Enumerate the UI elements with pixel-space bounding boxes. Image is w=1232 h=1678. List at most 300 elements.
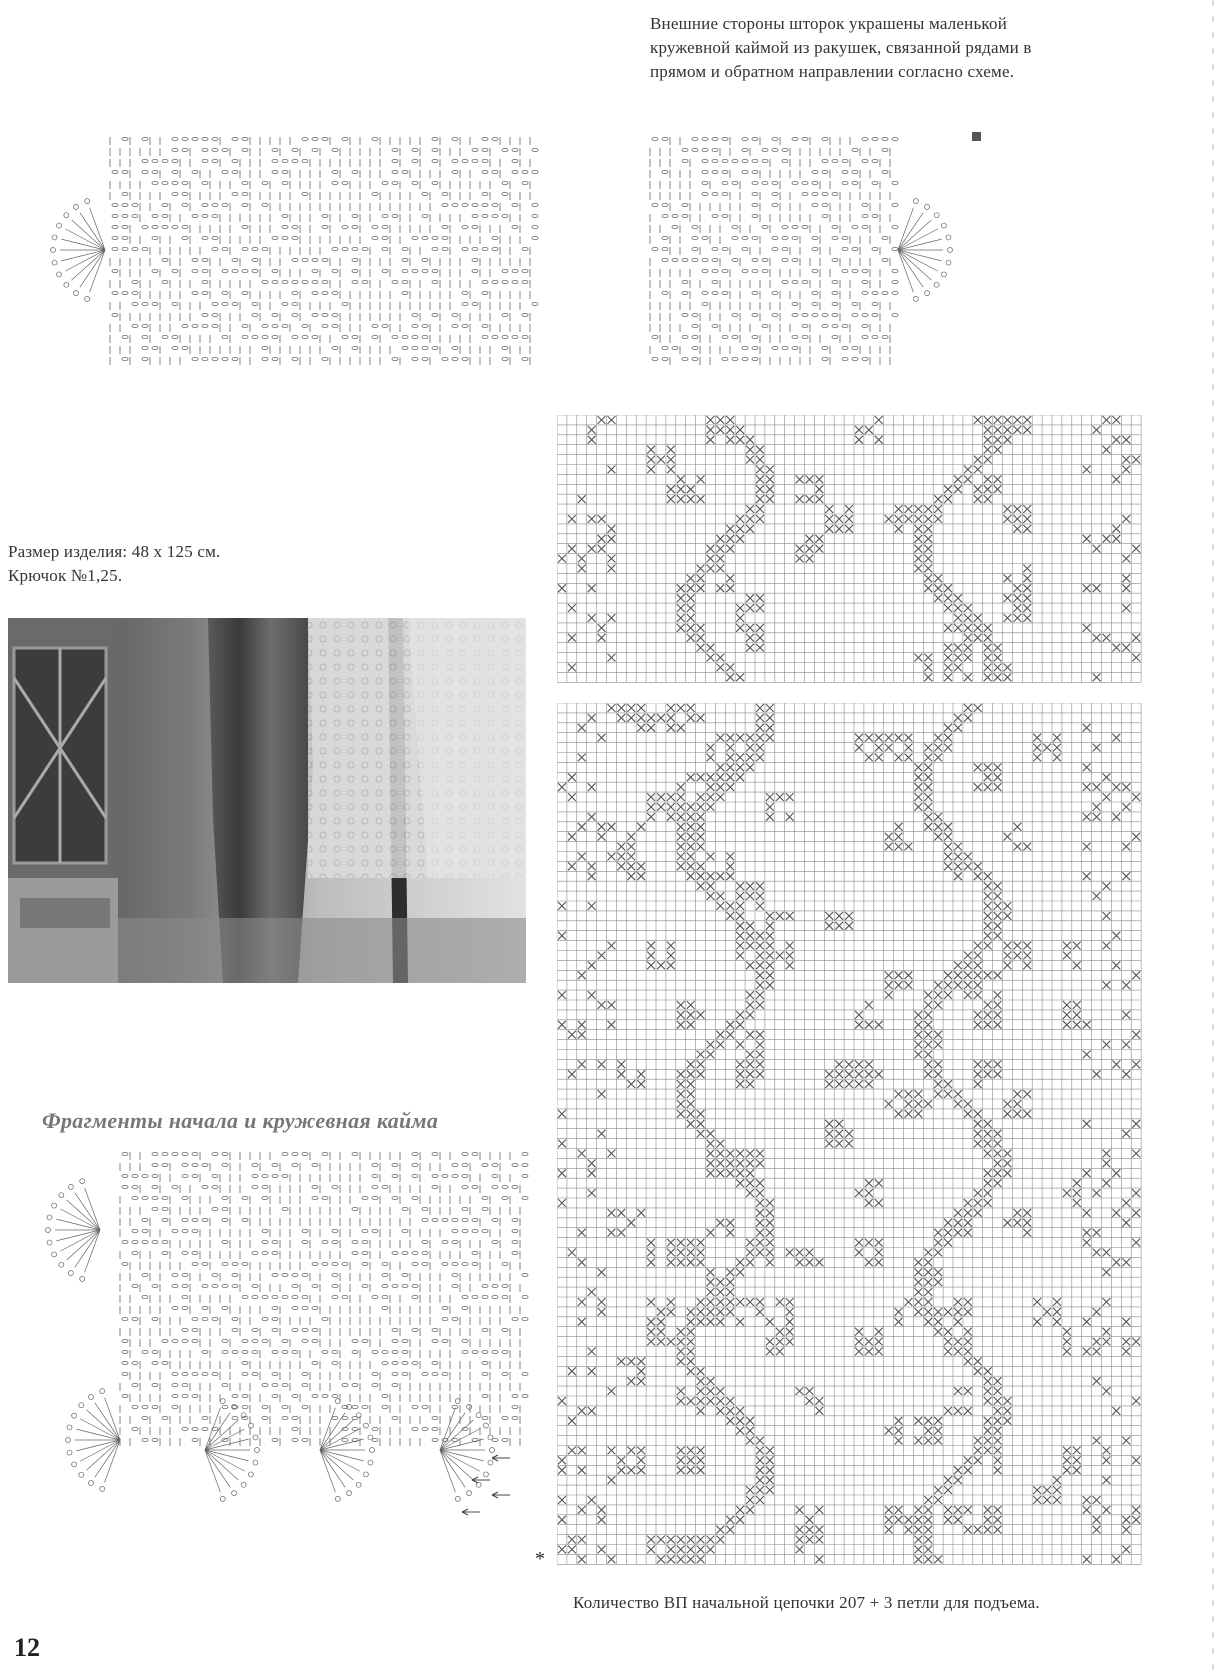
chain-symbol (242, 1394, 248, 1397)
chain-symbol (442, 1317, 448, 1320)
chain-symbol (712, 269, 718, 272)
chain-symbol (132, 1427, 138, 1430)
product-size: Размер изделия: 48 х 125 см. (8, 542, 221, 561)
chain-symbol (432, 1174, 438, 1177)
filet-cross (726, 1278, 734, 1286)
filet-cross (944, 1338, 952, 1346)
filet-cross (667, 1249, 675, 1257)
filet-cross (1013, 525, 1021, 533)
filet-cross (1112, 475, 1120, 483)
filet-cross (914, 1268, 922, 1276)
filet-cross (924, 525, 932, 533)
filet-cross (657, 456, 665, 464)
chain-symbol (212, 1207, 218, 1210)
filet-cross (984, 872, 992, 880)
filet-cross (954, 724, 962, 732)
filet-cross (726, 1407, 734, 1415)
chain-symbol (412, 236, 418, 239)
chain-symbol (392, 1284, 398, 1287)
filet-cross (588, 584, 596, 592)
filet-cross (726, 734, 734, 742)
filet-cross (1004, 1110, 1012, 1118)
chain-symbol (452, 1229, 458, 1232)
filet-cross (1073, 942, 1081, 950)
filet-cross (687, 1110, 695, 1118)
filet-cross (756, 892, 764, 900)
filet-cross (608, 535, 616, 543)
filet-cross (647, 466, 655, 474)
filet-cross (746, 1001, 754, 1009)
filet-cross (766, 932, 774, 940)
chain-symbol (222, 1339, 228, 1342)
chain-symbol (132, 1317, 138, 1320)
chain-symbol (172, 1152, 178, 1155)
filet-cross (825, 912, 833, 920)
filet-cross (697, 1466, 705, 1474)
filet-cross (1122, 644, 1130, 652)
filet-cross (1073, 1011, 1081, 1019)
filet-cross (667, 466, 675, 474)
filet-cross (756, 456, 764, 464)
filet-cross (1083, 466, 1091, 474)
chain-symbol (892, 280, 898, 283)
filet-cross (697, 475, 705, 483)
picot-symbol (80, 1179, 85, 1184)
chain-symbol (702, 159, 708, 162)
chain-symbol (392, 1196, 398, 1199)
filet-cross (1093, 1308, 1101, 1316)
filet-cross (885, 1516, 893, 1524)
filet-cross (667, 803, 675, 811)
filet-cross (994, 416, 1002, 424)
fan-stitch (320, 1450, 335, 1492)
chain-symbol (412, 148, 418, 151)
chain-symbol (732, 159, 738, 162)
filet-cross (1112, 535, 1120, 543)
filet-cross (558, 932, 566, 940)
chain-symbol (742, 159, 748, 162)
filet-cross (617, 1456, 625, 1464)
filet-cross (934, 823, 942, 831)
filet-cross (924, 1308, 932, 1316)
filet-cross (707, 793, 715, 801)
chain-symbol (472, 258, 478, 261)
chain-symbol (752, 258, 758, 261)
chain-symbol (482, 291, 488, 294)
filet-cross (657, 1308, 665, 1316)
filet-cross (924, 823, 932, 831)
chain-symbol (152, 1174, 158, 1177)
filet-cross (954, 594, 962, 602)
chain-symbol (272, 324, 278, 327)
filet-cross (578, 565, 586, 573)
chain-symbol (322, 1152, 328, 1155)
filet-cross (1132, 1150, 1140, 1158)
chain-symbol (212, 236, 218, 239)
chain-symbol (682, 214, 688, 217)
filet-cross (716, 664, 724, 672)
chain-symbol (362, 1251, 368, 1254)
crochet-stitches (120, 1152, 528, 1446)
filet-cross (865, 1199, 873, 1207)
chain-symbol (722, 137, 728, 140)
chain-symbol (732, 313, 738, 316)
chain-symbol (422, 269, 428, 272)
filet-cross (1103, 1150, 1111, 1158)
filet-cross (766, 1348, 774, 1356)
filet-cross (984, 1367, 992, 1375)
filet-cross (677, 1338, 685, 1346)
chain-symbol (182, 236, 188, 239)
chain-symbol (852, 357, 858, 360)
filet-cross (885, 981, 893, 989)
filet-cross (687, 1080, 695, 1088)
filet-cross (905, 1526, 913, 1534)
filet-crosses (558, 704, 1140, 1563)
filet-cross (608, 1001, 616, 1009)
chain-symbol (242, 1350, 248, 1353)
filet-grid-top (557, 415, 1143, 685)
filet-cross (815, 1258, 823, 1266)
chain-symbol (312, 1306, 318, 1309)
chain-symbol (352, 170, 358, 173)
chain-symbol (842, 324, 848, 327)
filet-cross (944, 1328, 952, 1336)
chain-symbol (282, 1416, 288, 1419)
chain-symbol (502, 1262, 508, 1265)
chain-symbol (222, 1207, 228, 1210)
filet-cross (657, 1536, 665, 1544)
chain-symbol (242, 1405, 248, 1408)
chain-symbol (322, 258, 328, 261)
filet-cross (697, 1367, 705, 1375)
filet-cross (994, 1526, 1002, 1534)
filet-cross (736, 1021, 744, 1029)
chain-symbol (182, 1427, 188, 1430)
filet-cross (687, 624, 695, 632)
chain-symbol (432, 1185, 438, 1188)
filet-cross (627, 1080, 635, 1088)
filet-cross (994, 1150, 1002, 1158)
filet-cross (964, 644, 972, 652)
filet-cross (637, 1367, 645, 1375)
chain-symbol (322, 1394, 328, 1397)
filet-cross (1122, 1130, 1130, 1138)
picot-symbol (59, 1262, 64, 1267)
filet-cross (1083, 1209, 1091, 1217)
chain-symbol (472, 225, 478, 228)
chain-symbol (402, 1273, 408, 1276)
filet-cross (1122, 1011, 1130, 1019)
picot-symbol (52, 235, 57, 240)
filet-cross (1013, 952, 1021, 960)
filet-cross (1103, 1179, 1111, 1187)
chain-symbol (792, 236, 798, 239)
chain-symbol (232, 269, 238, 272)
filet-cross (964, 1199, 972, 1207)
chain-symbol (162, 1251, 168, 1254)
chain-symbol (722, 159, 728, 162)
filet-cross (954, 1308, 962, 1316)
filet-cross (984, 495, 992, 503)
filet-cross (707, 1536, 715, 1544)
filet-cross (687, 574, 695, 582)
filet-cross (766, 714, 774, 722)
chain-symbol (132, 1185, 138, 1188)
chain-symbol (412, 1174, 418, 1177)
filet-cross (707, 1169, 715, 1177)
chain-symbol (312, 291, 318, 294)
filet-cross (558, 1456, 566, 1464)
chain-symbol (252, 1251, 258, 1254)
filet-cross (905, 1110, 913, 1118)
filet-cross (1023, 1090, 1031, 1098)
filet-cross (786, 1298, 794, 1306)
chain-symbol (842, 181, 848, 184)
filet-cross (895, 833, 903, 841)
filet-cross (815, 485, 823, 493)
filet-cross (865, 1338, 873, 1346)
filet-cross (697, 1456, 705, 1464)
chain-symbol (182, 1218, 188, 1221)
filet-cross (1093, 426, 1101, 434)
filet-cross (964, 1348, 972, 1356)
filet-cross (746, 446, 754, 454)
filet-cross (1132, 1516, 1140, 1524)
chain-symbol (112, 313, 118, 316)
chain-symbol (812, 269, 818, 272)
chain-symbol (122, 1185, 128, 1188)
chain-symbol (882, 148, 888, 151)
filet-cross (716, 872, 724, 880)
chain-symbol (122, 1262, 128, 1265)
chain-symbol (152, 1240, 158, 1243)
chain-symbol (712, 247, 718, 250)
chain-symbol (372, 1185, 378, 1188)
chain-symbol (152, 1405, 158, 1408)
picot-symbol (220, 1399, 225, 1404)
chain-symbol (742, 269, 748, 272)
filet-cross (984, 1060, 992, 1068)
filet-cross (1073, 1466, 1081, 1474)
chain-symbol (692, 313, 698, 316)
chain-symbol (792, 137, 798, 140)
chain-symbol (532, 236, 538, 239)
chain-symbol (692, 148, 698, 151)
filet-cross (984, 634, 992, 642)
filet-cross (974, 1110, 982, 1118)
chain-symbol (292, 1295, 298, 1298)
filet-cross (875, 744, 883, 752)
chain-symbol (162, 1339, 168, 1342)
filet-cross (608, 1447, 616, 1455)
chain-symbol (252, 1163, 258, 1166)
chain-symbol (152, 181, 158, 184)
filet-cross (964, 1209, 972, 1217)
chain-symbol (482, 335, 488, 338)
chain-count-note: Количество ВП начальной цепочки 207 + 3 петли для подъема. (573, 1593, 1040, 1612)
filet-cross (845, 1070, 853, 1078)
filet-cross (726, 1219, 734, 1227)
chain-symbol (172, 346, 178, 349)
chain-symbol (202, 214, 208, 217)
filet-cross (924, 1278, 932, 1286)
chain-symbol (202, 291, 208, 294)
filet-cross (984, 1070, 992, 1078)
chain-symbol (282, 214, 288, 217)
fan-stitch (90, 208, 105, 250)
filet-cross (875, 1239, 883, 1247)
chain-symbol (522, 1394, 528, 1397)
filet-cross (756, 981, 764, 989)
filet-cross (796, 475, 804, 483)
filet-cross (1063, 1328, 1071, 1336)
filet-cross (954, 1298, 962, 1306)
filet-cross (687, 594, 695, 602)
chain-symbol (422, 214, 428, 217)
filet-cross (944, 1229, 952, 1237)
filet-cross (1053, 1298, 1061, 1306)
arrow-left-icon (492, 1492, 510, 1498)
filet-cross (1093, 673, 1101, 681)
filet-cross (1023, 525, 1031, 533)
chain-symbol (892, 247, 898, 250)
filet-cross (964, 853, 972, 861)
filet-cross (875, 1338, 883, 1346)
filet-cross (746, 1159, 754, 1167)
chain-symbol (662, 346, 668, 349)
chain-symbol (712, 159, 718, 162)
chain-symbol (772, 247, 778, 250)
filet-cross (865, 734, 873, 742)
chain-symbol (702, 170, 708, 173)
filet-cross (756, 1476, 764, 1484)
filet-cross (707, 1140, 715, 1148)
picot-symbol (47, 1215, 52, 1220)
filet-cross (568, 1367, 576, 1375)
chain-symbol (292, 1306, 298, 1309)
filet-cross (1043, 744, 1051, 752)
chain-symbol (262, 1240, 268, 1243)
filet-cross (924, 1437, 932, 1445)
filet-cross (756, 952, 764, 960)
filet-cross (1053, 1476, 1061, 1484)
filet-cross (934, 1328, 942, 1336)
chain-symbol (482, 1295, 488, 1298)
chain-symbol (262, 1383, 268, 1386)
filet-cross (914, 1288, 922, 1296)
filet-cross (994, 902, 1002, 910)
filet-cross (1112, 436, 1120, 444)
chain-symbol (272, 1350, 278, 1353)
chain-symbol (222, 302, 228, 305)
filet-cross (994, 1070, 1002, 1078)
filet-cross (756, 932, 764, 940)
filet-cross (617, 1070, 625, 1078)
filet-cross (934, 1268, 942, 1276)
chain-symbol (272, 357, 278, 360)
chain-symbol (182, 346, 188, 349)
filet-cross (924, 505, 932, 513)
filet-cross (677, 1011, 685, 1019)
filet-cross (885, 1427, 893, 1435)
filet-cross (1093, 584, 1101, 592)
chain-symbol (222, 1405, 228, 1408)
filet-cross (885, 734, 893, 742)
chain-symbol (312, 1328, 318, 1331)
chain-symbol (212, 247, 218, 250)
chain-symbol (412, 1295, 418, 1298)
filet-cross (1093, 1526, 1101, 1534)
filet-cross (865, 1348, 873, 1356)
chain-symbol (262, 203, 268, 206)
chain-symbol (772, 313, 778, 316)
filet-cross (578, 971, 586, 979)
chain-symbol (112, 225, 118, 228)
filet-cross (707, 1268, 715, 1276)
chain-symbol (152, 159, 158, 162)
chain-symbol (882, 236, 888, 239)
filet-cross (1013, 823, 1021, 831)
chain-symbol (202, 159, 208, 162)
filet-cross (697, 1051, 705, 1059)
filet-cross (1004, 902, 1012, 910)
filet-cross (1004, 426, 1012, 434)
filet-cross (845, 505, 853, 513)
picot-symbol (347, 1404, 352, 1409)
filet-cross (786, 793, 794, 801)
filet-cross (944, 981, 952, 989)
filet-cross (974, 456, 982, 464)
filet-cross (895, 1506, 903, 1514)
filet-cross (667, 1239, 675, 1247)
filet-cross (806, 1387, 814, 1395)
filet-cross (905, 971, 913, 979)
filet-cross (934, 1070, 942, 1078)
chain-symbol (812, 247, 818, 250)
filet-cross (766, 1466, 774, 1474)
filet-cross (736, 515, 744, 523)
filet-cross (716, 1031, 724, 1039)
chain-symbol (202, 1427, 208, 1430)
chain-symbol (292, 335, 298, 338)
chain-symbol (212, 1317, 218, 1320)
chain-symbol (122, 214, 128, 217)
chain-symbol (842, 159, 848, 162)
chain-symbol (482, 1229, 488, 1232)
filet-cross (1132, 1060, 1140, 1068)
filet-cross (746, 1506, 754, 1514)
filet-pattern-main (557, 703, 1143, 1565)
filet-cross (736, 1159, 744, 1167)
filet-cross (667, 1258, 675, 1266)
chain-symbol (202, 1284, 208, 1287)
chain-symbol (702, 192, 708, 195)
chain-symbol (212, 1284, 218, 1287)
filet-cross (637, 862, 645, 870)
chain-symbol (272, 1328, 278, 1331)
filet-cross (934, 991, 942, 999)
chain-symbol (722, 247, 728, 250)
picot-symbol (51, 248, 56, 253)
filet-cross (806, 1249, 814, 1257)
filet-cross (1093, 1348, 1101, 1356)
chain-symbol (132, 324, 138, 327)
chain-symbol (482, 1196, 488, 1199)
filet-cross (1132, 1031, 1140, 1039)
filet-cross (1112, 1258, 1120, 1266)
filet-cross (1112, 525, 1120, 533)
